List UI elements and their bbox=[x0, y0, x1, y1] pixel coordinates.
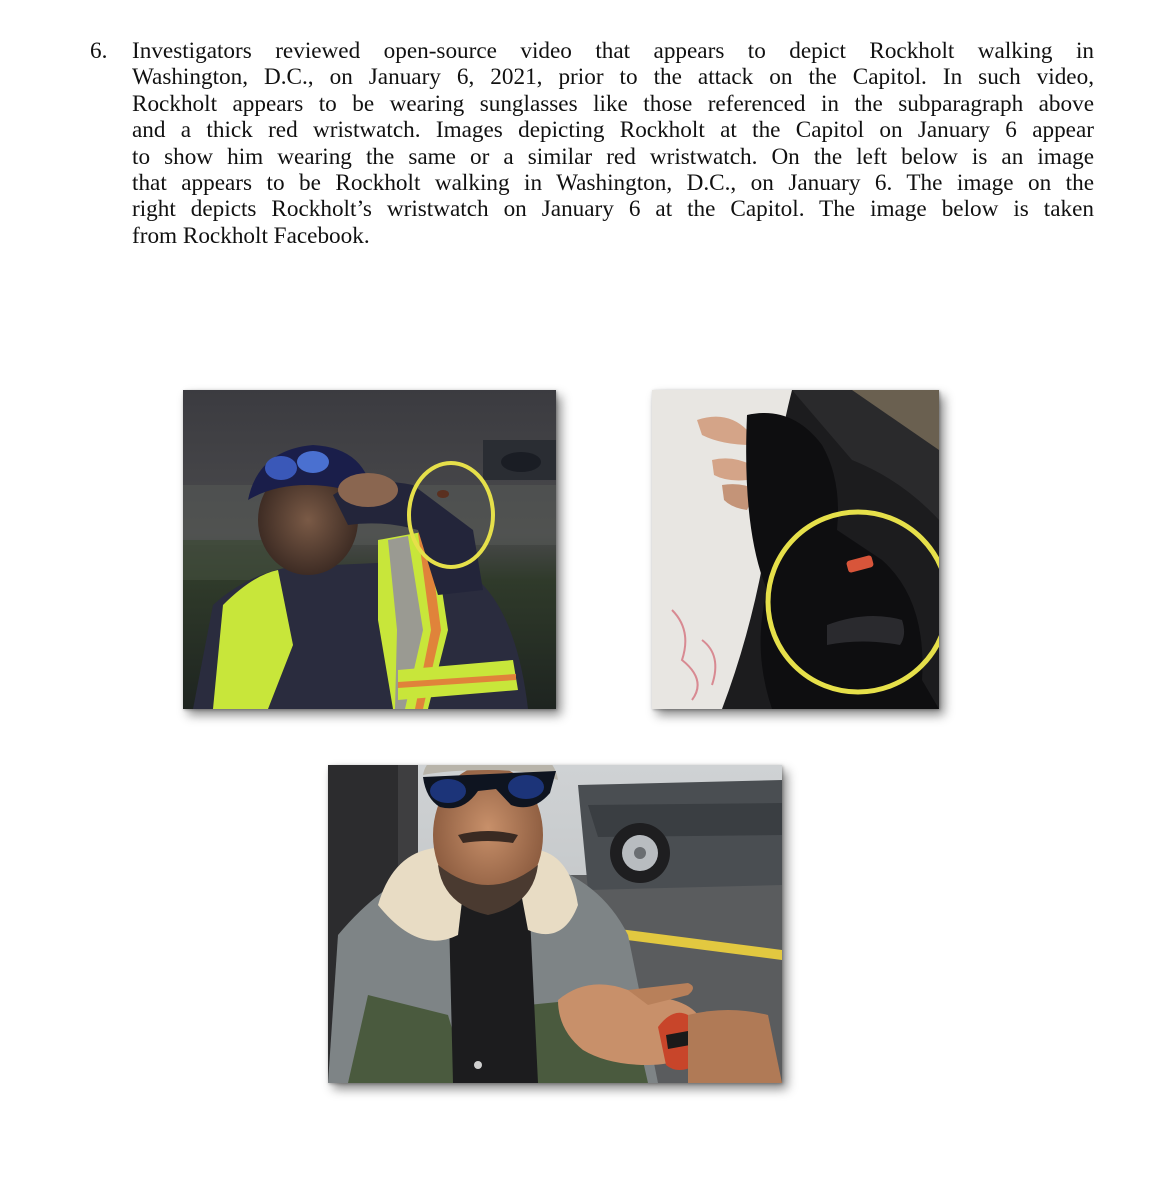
paragraph-line: from Rockholt Facebook. bbox=[132, 222, 370, 249]
paragraph-line: and a thick red wristwatch. Images depicting Rockholt at the Capitol on January 6 appear bbox=[132, 117, 1094, 144]
paragraph-body bbox=[132, 38, 1094, 249]
paragraph-number: 6. bbox=[90, 38, 108, 64]
wristwatch-closeup-illustration bbox=[652, 390, 939, 709]
paragraph-6 bbox=[90, 38, 1094, 249]
paragraph-line: that appears to be Rockholt walking in Washington, D.C., on January 6. The image on the bbox=[132, 170, 1094, 197]
paragraph-line: Washington, D.C., on January 6, 2021, prior to the attack on the Capitol. In such video, bbox=[132, 64, 1094, 91]
paragraph-line: Investigators reviewed open-source video that appears to depict Rockholt walking in bbox=[132, 38, 1094, 64]
paragraph-line: right depicts Rockholt’s wristwatch on January 6 at the Capitol. The image below is taken bbox=[132, 196, 1094, 223]
photo-video-still bbox=[183, 390, 556, 709]
paragraph-line: Rockholt appears to be wearing sunglasses like those referenced in the subparagraph above bbox=[132, 90, 1094, 117]
facebook-selfie-illustration bbox=[328, 765, 782, 1083]
video-still-illustration bbox=[183, 390, 556, 709]
photo-wristwatch-closeup bbox=[652, 390, 939, 709]
paragraph-line: to show him wearing the same or a similar red wristwatch. On the left below is an image bbox=[132, 143, 1094, 170]
photo-facebook-selfie bbox=[328, 765, 782, 1083]
